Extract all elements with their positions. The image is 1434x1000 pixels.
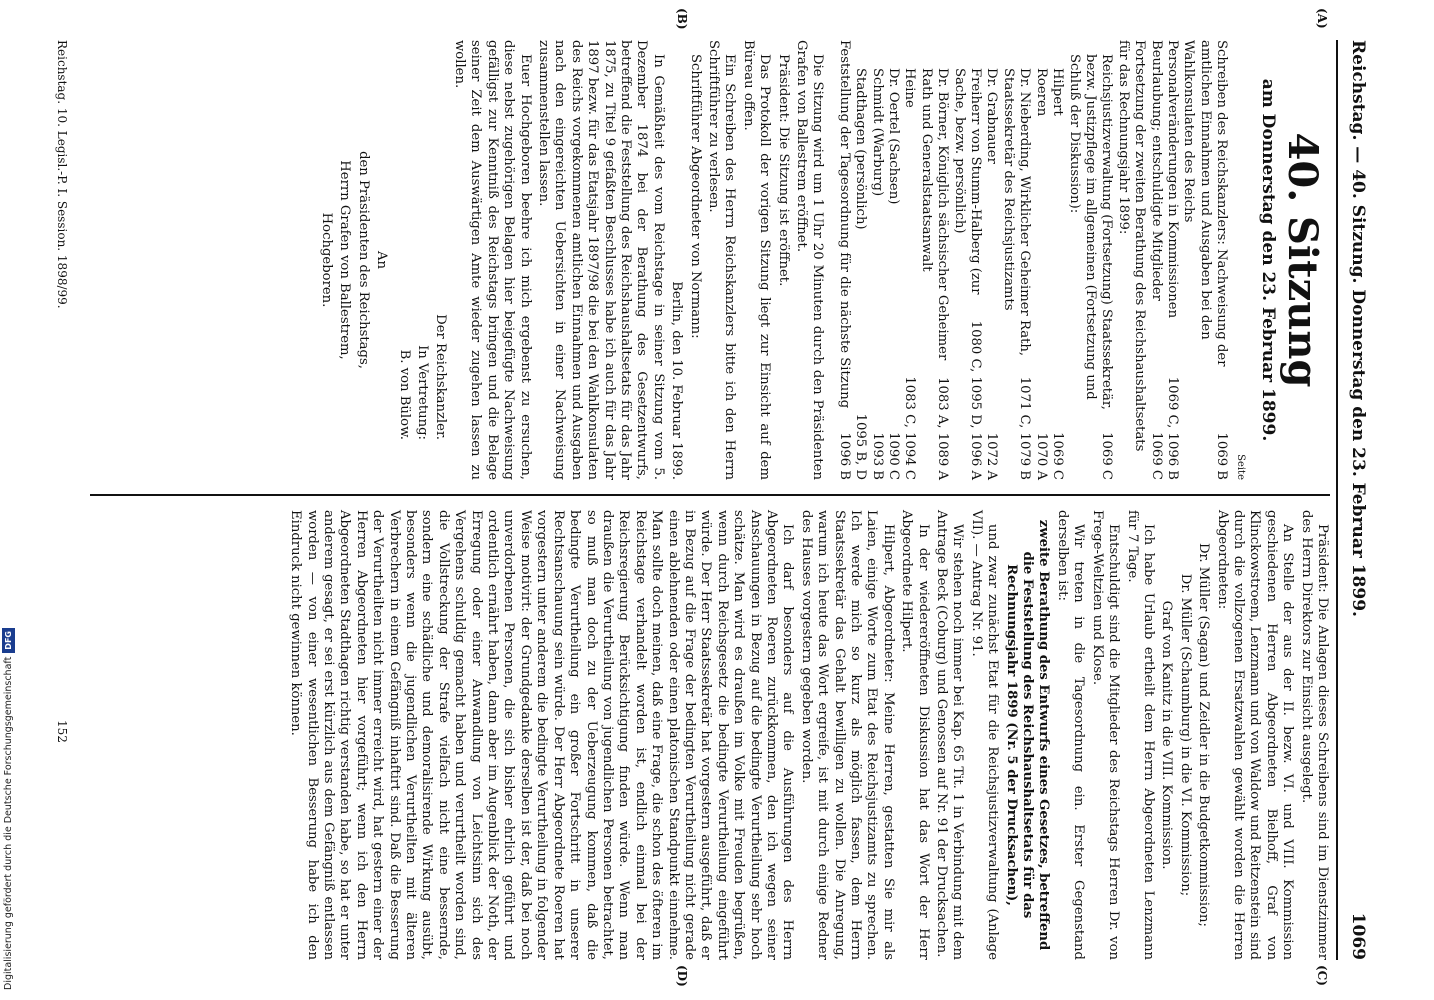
margin-mark-a: (A) bbox=[1315, 8, 1329, 29]
body-paragraph: Die Sitzung wird um 1 Uhr 20 Minuten durch den Präsidenten Grafen von Ballestrem eröffnet. bbox=[794, 40, 826, 480]
toc-entry-text: Schmidt (Warburg) bbox=[869, 68, 885, 197]
header-page-number: 1069 bbox=[1348, 912, 1368, 960]
toc-entry-text: Feststellung der Tagesordnung für die nächste Sitzung bbox=[836, 40, 852, 409]
toc-entry bbox=[852, 40, 868, 480]
watermark-text: Digitalisierung gefördert durch die Deutsche Forschungsgemeinschaft bbox=[3, 656, 14, 990]
header-title: Reichstag. — 40. Sitzung. Donnerstag den 23. Februar 1899. bbox=[1348, 40, 1368, 617]
toc-entry-text: Roeren bbox=[1033, 68, 1049, 117]
debate-paragraph: Dr. Müller (Sagan) und Zeidler in die Budgetkommission; bbox=[1196, 542, 1212, 927]
table-of-contents bbox=[835, 40, 1229, 480]
seite-label: Seite bbox=[1234, 454, 1246, 480]
toc-entry bbox=[885, 40, 901, 480]
toc-entry bbox=[983, 40, 999, 480]
signature-line: Der Reichskanzler. bbox=[433, 314, 449, 440]
body-paragraph: Schriftführer Abgeordneter von Normann: bbox=[687, 54, 703, 339]
toc-entry bbox=[835, 40, 851, 480]
letter-paragraph: In Gemäßheit des vom Reichstage in seiner Sitzung vom 5. Dezember 1874 bei der Berathung des Gesetzentwurfs, betreffend die Feststellung des Reichshaushaltsetats für das Jahr 1875, zu Titel 9 gefaßten Beschlusses habe ich auch für das Jahr 1897 bezw. für das Etatsjahr 1897/98 die bei den Wahlkonsulaten des Reichs vorgekommenen amtlichen Einnahmen und Ausgaben nach den eingereichten Uebersichten in einer Nachweisung zusammenstellen lassen. bbox=[535, 40, 666, 480]
digitization-watermark bbox=[2, 628, 15, 990]
letter-place-date: Berlin, den 10. Februar 1899. bbox=[669, 281, 685, 480]
toc-entry-text: Stadthagen (persönlich) bbox=[853, 68, 869, 230]
signature-line: B. von Bülow. bbox=[396, 349, 412, 440]
letter-paragraph: Euer Hochgeboren beehre ich mich ergebenst zu ersuchen, diese nebst zugehörigen Belagen hier beigefügte Nachweisung gefälligst zur Kenntniß des Reichstags bringen und die Belage seiner Zeit dem Auswärtigen Amte wieder zugehen lassen zu wollen. bbox=[451, 40, 533, 480]
address-line: An bbox=[374, 250, 390, 270]
toc-entry-page: 1069 C, 1096 B bbox=[1164, 376, 1180, 480]
body-paragraph: Präsident: Die Sitzung ist eröffnet. bbox=[775, 54, 791, 287]
toc-entry-text: Heine bbox=[902, 68, 918, 108]
address-line: den Präsidenten des Reichstags, bbox=[355, 151, 371, 369]
toc-entry-page: 1069 C bbox=[1050, 432, 1066, 480]
toc-entry-page: 1071 C, 1079 B bbox=[1017, 376, 1033, 480]
toc-entry bbox=[1065, 40, 1114, 480]
debate-paragraph: zweite Berathung des Entwurfs eines Gesetzes, betreffend die Feststellung des Reichshaushaltsetats für das Rechnungsjahr 1899 (Nr. 5 der Drucksachen), bbox=[1003, 519, 1052, 951]
toc-entry bbox=[1147, 40, 1163, 480]
toc-entry-text: Reichsjustizverwaltung (Fortsetzung) Staatssekretär, bezw. Justizpflege im allgemeinen (Fortsetzung und Schluß der Diskussion): bbox=[1066, 54, 1115, 410]
toc-entry bbox=[1032, 40, 1048, 480]
toc-entry-page: 1093 B bbox=[869, 432, 885, 480]
toc-entry bbox=[1114, 40, 1147, 480]
rotated-scan-page bbox=[10, 0, 1390, 1000]
toc-entry-text: Personalveränderungen in Kommissionen bbox=[1164, 40, 1180, 319]
chancellor-letter bbox=[451, 40, 666, 480]
toc-entry bbox=[917, 40, 950, 480]
debate-paragraph: Wir treten in die Tagesordnung ein. Erster Gegenstand derselben ist: bbox=[1054, 510, 1087, 960]
toc-entry-text: Hilpert bbox=[1050, 68, 1066, 116]
session-date: am Donnerstag den 23. Februar 1899. bbox=[1258, 78, 1278, 442]
footer-sheet-number: 152 bbox=[55, 720, 69, 743]
address-line: Hochgeboren. bbox=[319, 212, 335, 308]
debate-paragraph: Entschuldigt sind die Mitglieder des Reichstags Herren Dr. von Frege-Weltzien und Klose. bbox=[1089, 510, 1122, 960]
debate-paragraph: Ich habe Urlaub ertheilt dem Herrn Abgeordneten Lenzmann für 7 Tage. bbox=[1124, 510, 1156, 960]
debate-paragraph: An Stelle der aus der II. bezw. VI. und VIII. Kommission geschiedenen Herren Abgeordneten Bielhoff, Graf von Klinckowstroem, Lenzmann und von Waldow und Reitzenstein sind durch die vollzogenen Ersatzwahlen gewählt worden die Herren Abgeordneten: bbox=[1214, 510, 1296, 960]
debate-paragraph: und zwar zunächst Etat für die Reichsjustizverwaltung (Anlage VII). — Antrag Nr. 91. bbox=[968, 510, 1001, 960]
toc-entry-text: Schreiben des Reichskanzlers: Nachweisung der amtlichen Einnahmen und Ausgaben bei den Wahlkonsulaten des Reichs bbox=[1181, 40, 1230, 367]
toc-entry-text: Dr. Grabnauer bbox=[984, 68, 1000, 164]
toc-entry-page: 1083 A, 1089 A bbox=[935, 377, 951, 480]
letter-signature bbox=[395, 40, 448, 480]
margin-mark-b: (B) bbox=[675, 8, 689, 30]
toc-entry-text: Freiherr von Stumm-Halberg (zur Sache, bezw. persönlich) bbox=[951, 68, 984, 295]
debate-paragraph: Graf von Kanitz in die VIII. Kommission. bbox=[1159, 600, 1175, 870]
toc-entry-text: Dr. Börner, Königlich sächsischer Geheimer Rath und Generalstaatsanwalt bbox=[918, 68, 951, 361]
session-title: 40. Sitzung bbox=[1279, 132, 1326, 388]
page-footer bbox=[54, 40, 70, 480]
toc-entry-page: 1080 C, 1095 D, 1096 A bbox=[968, 320, 984, 480]
toc-entry bbox=[1000, 40, 1033, 480]
toc-entry-page: 1069 C bbox=[1148, 432, 1164, 480]
footer-legislature: Reichstag. 10. Legisl.-P. I. Session. 1898/99. bbox=[55, 40, 69, 309]
right-column bbox=[285, 510, 1330, 960]
address-line: Herrn Grafen von Ballestrem, bbox=[337, 160, 353, 360]
dfg-logo-icon: DFG bbox=[2, 628, 15, 653]
toc-entry-text: Dr. Nieberding, Wirklicher Geheimer Rath, Staatssekretär des Reichsjustizamts bbox=[1000, 68, 1033, 357]
toc-entry-page: 1083 C, 1094 C bbox=[902, 376, 918, 480]
toc-entry-page: 1070 A bbox=[1033, 432, 1049, 480]
toc-entry-page: 1090 C bbox=[886, 432, 902, 480]
toc-entry bbox=[950, 40, 983, 480]
margin-mark-d: (D) bbox=[675, 965, 689, 987]
column-divider bbox=[90, 494, 1330, 496]
body-paragraph: Ein Schreiben des Herrn Reichskanzlers bitte ich den Herrn Schriftführer zu verlesen. bbox=[706, 40, 738, 480]
toc-entry-text: Dr. Oertel (Sachsen) bbox=[886, 68, 902, 205]
toc-entry-page: 1096 B bbox=[836, 432, 852, 480]
toc-entry-page: 1072 A bbox=[984, 432, 1000, 480]
toc-entry-text: Fortsetzung der zweiten Berathung des Reichshaushaltsetats für das Rechnungsjahr 1899: bbox=[1115, 40, 1148, 452]
margin-mark-c: (C) bbox=[1315, 965, 1329, 986]
toc-entry-text: Beurlaubung; entschuldigte Mitglieder bbox=[1148, 40, 1164, 301]
letter-address bbox=[318, 40, 390, 480]
debate-paragraph: Dr. Müller (Schaumburg) in die VI. Kommission; bbox=[1177, 573, 1193, 897]
opening-text bbox=[686, 40, 825, 480]
toc-entry bbox=[1164, 40, 1180, 480]
toc-entry bbox=[1049, 40, 1065, 480]
toc-entry bbox=[1180, 40, 1229, 480]
body-paragraph: Das Protokoll der vorigen Sitzung liegt zur Einsicht auf dem Büreau offen. bbox=[740, 40, 773, 480]
debate-paragraph: In der wiedereröffneten Diskussion hat das Wort der Herr Abgeordnete Hilpert. bbox=[899, 510, 931, 960]
left-column bbox=[316, 40, 1330, 480]
toc-entry bbox=[901, 40, 917, 480]
debate-paragraph: Wir stehen noch immer bei Kap. 65 Tit. 1 in Verbindung mit dem Antrage Beck (Coburg) und Genossen auf Nr. 91 der Drucksachen. bbox=[934, 510, 966, 960]
signature-line: In Vertretung: bbox=[415, 345, 431, 440]
debate-paragraph: Ich darf besonders auf die Ausführungen des Herrn Abgeordneten Roeren zurückkommen, den ich wegen seiner Anschauungen in Bezug auf die bedingte Verurtheilung sehr hoch schätze. Man wird es draußen im Volke mit Freuden begrüßen, wenn durch Reichsgesetz die bedingte Verurtheilung eingeführt würde. Der Herr Staatssekretär hat vorgestern ausgeführt, daß er in Bezug auf die Frage der bedingten Verurtheilung nicht gerade einen ablehnenden oder einen platonischen Standpunkt einnehme. Man sollte doch meinen, daß eine Frage, die schon des öfteren im Reichstage verhandelt worden ist, endlich einmal bei der Reichsregierung Berücksichtigung finden würde. Wenn man draußen die Verurtheilung von jugendlichen Personen betrachtet, so muß man doch zu der Ueberzeugung kommen, daß die bedingte Verurtheilung ein großer Fortschritt in unserer Rechtsanschauung sein würde. Der Herr Abgeordnete Roeren hat vorgestern unter anderem die bedingte Verurtheilung in folgender Weise motivirt: der Grundgedanke derselben ist der, daß bei noch unverdorbenen Personen, die sich bisher ehrlich geführt und ordentlich ernährt haben, dann aber im Augenblick der Noth, der Erregung oder einer Anwandlung von Leichtsinn sich des Vergehens schuldig gemacht haben und verurtheilt worden sind, die Vollstreckung der Strafe vielfach nicht eine bessernde, sondern eine schädliche und demoralisirende Wirkung ausübt, besonders wenn die jugendlichen Verurtheilten mit älteren Verbrechern in einem Gefängniß inhaftirt sind. Daß die Besserung der Verurtheilten nicht immer erreicht wird, hat gestern einer der Herren Abgeordneten hier vorgeführt; wenn ich den Herrn Abgeordneten Stadthagen richtig verstanden habe, so hat er unter anderem gesagt, er sei erst kürzlich aus dem Gefängniß entlassen worden — von einer wesentlichen Besserung habe ich den Eindruck nicht gewinnen können. bbox=[288, 510, 796, 960]
toc-entry-page: 1095 B, D bbox=[853, 413, 869, 480]
debate-paragraph: Präsident: Die Anlagen dieses Schreibens sind im Dienstzimmer des Herrn Direktors zur Einsicht ausgelegt. bbox=[1298, 510, 1330, 960]
toc-entry-page: 1069 B bbox=[1214, 432, 1230, 480]
toc-entry-page: 1069 C bbox=[1099, 432, 1115, 480]
debate-paragraph: Hilpert, Abgeordneter: Meine Herren, gestatten Sie mir als Laien, einige Worte zum Etat des Reichsjustizamts zu sprechen. Ich werde mich so kurz als möglich fassen, dem Herrn Staatssekretär das Gehalt bewilligen zu wollen. Die Anregung, warum ich heute das Wort ergreife, ist mit durch einige Redner des Hauses vorgestern gegeben worden. bbox=[798, 510, 896, 960]
running-header bbox=[1336, 40, 1370, 960]
toc-entry bbox=[868, 40, 884, 480]
